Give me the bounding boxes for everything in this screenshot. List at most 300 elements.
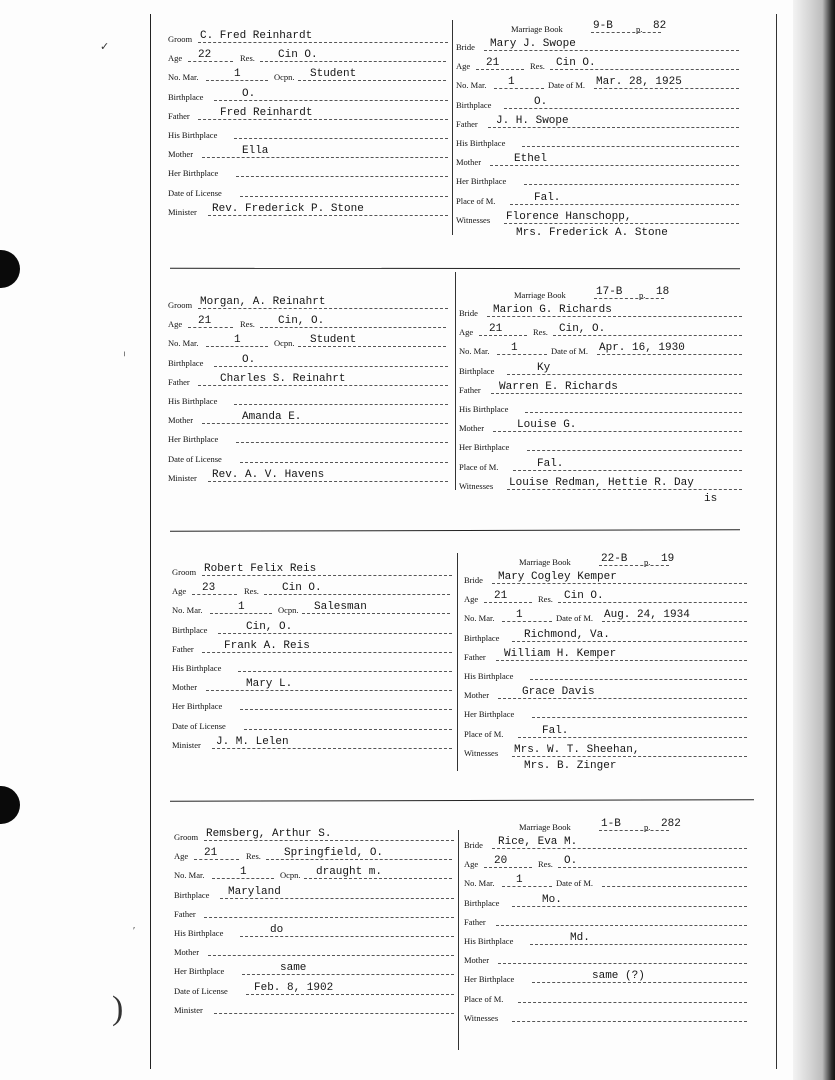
groom-no-mar-value: 1 <box>238 601 245 614</box>
groom-his-birthplace-label: His Birthplace <box>174 928 224 938</box>
groom-mother-value: Amanda E. <box>242 411 302 424</box>
groom-no-mar-label: No. Mar. <box>172 605 203 616</box>
bride-witnesses-label: Witnesses <box>459 480 494 491</box>
groom-father-row <box>168 105 448 123</box>
groom-his-birthplace-row <box>168 390 448 408</box>
bride-witnesses-label: Witnesses <box>464 747 499 758</box>
bride-no-mar-value: 1 <box>508 76 515 89</box>
bride-father-row <box>459 379 742 397</box>
groom-birthplace-row <box>168 352 448 370</box>
groom-name-line <box>198 42 448 43</box>
bride-her-birthplace-line <box>532 982 747 983</box>
bride-age-value: 21 <box>489 323 503 336</box>
bride-mother-line <box>490 165 739 166</box>
groom-res-value: Springfield, O. <box>284 847 384 860</box>
bride-mother-row <box>464 949 747 967</box>
groom-age-value: 21 <box>204 847 218 860</box>
record-separator <box>170 799 754 802</box>
bride-birthplace-label: Birthplace <box>456 99 492 110</box>
groom-minister-value: Rev. Frederick P. Stone <box>212 202 364 215</box>
groom-her-birthplace-row <box>168 162 448 180</box>
bride-res-line <box>553 335 742 336</box>
bride-name-row <box>464 834 747 852</box>
groom-minister-row <box>172 734 452 752</box>
groom-her-birthplace-row <box>174 960 454 978</box>
groom-age-value: 21 <box>198 315 212 328</box>
bride-mother-label: Mother <box>464 690 490 701</box>
page-value: 19 <box>661 553 675 565</box>
scan-mark: ′ <box>133 926 136 937</box>
page-label: p. <box>636 24 643 34</box>
bride-place-of-m-row <box>459 456 742 474</box>
bride-mother-label: Mother <box>459 423 485 434</box>
bride-birthplace-label: Birthplace <box>459 365 495 376</box>
groom-minister-value: Rev. A. V. Havens <box>212 468 325 481</box>
column-divider <box>452 20 453 235</box>
bride-witnesses-row <box>459 475 742 493</box>
page-label: p. <box>644 557 651 567</box>
bride-no-mar-row <box>456 74 739 92</box>
groom-name-line <box>204 840 454 841</box>
groom-his-birthplace-line <box>238 671 452 672</box>
bride-birthplace-value: Richmond, Va. <box>524 628 610 641</box>
groom-no-mar-value: 1 <box>234 334 241 347</box>
groom-no-mar-value: 1 <box>240 866 247 879</box>
groom-her-birthplace-value: same <box>280 962 307 975</box>
groom-name-line <box>198 308 448 309</box>
bride-her-birthplace-row <box>456 170 739 188</box>
groom-age-line <box>188 61 233 62</box>
bride-his-birthplace-label: His Birthplace <box>459 404 509 414</box>
groom-name-row <box>168 28 448 46</box>
bride-date-of-m-line <box>597 354 742 355</box>
bride-his-birthplace-line <box>522 146 739 147</box>
scan-mark: ✓ <box>100 41 110 53</box>
groom-minister-label: Minister <box>172 739 201 750</box>
bride-name-row <box>464 569 747 587</box>
groom-minister-row <box>168 467 448 485</box>
bride-his-birthplace-line <box>525 412 742 413</box>
groom-minister-line <box>214 1013 454 1014</box>
bride-his-birthplace-line <box>530 944 747 945</box>
bride-father-line <box>488 127 739 128</box>
bride-res-label: Res. <box>533 327 548 338</box>
groom-no-mar-label: No. Mar. <box>174 870 205 881</box>
bride-place-of-m-line <box>510 204 739 205</box>
groom-minister-label: Minister <box>168 472 197 483</box>
bride-mother-line <box>493 431 742 432</box>
marriage-book-label: Marriage Book <box>511 24 563 34</box>
groom-father-line <box>198 385 448 386</box>
bride-birthplace-row <box>459 360 742 378</box>
bride-no-mar-line <box>502 886 552 887</box>
groom-birthplace-line <box>214 100 448 101</box>
page-value: 18 <box>656 286 670 298</box>
bride-her-birthplace-row <box>459 436 742 454</box>
bride-place-of-m-row <box>456 190 739 208</box>
bride-age-res-row <box>464 588 747 606</box>
bride-no-mar-row <box>464 607 747 625</box>
groom-name-row <box>168 294 448 312</box>
scan-mark: ╵ <box>122 352 127 361</box>
bride-no-mar-label: No. Mar. <box>456 80 487 91</box>
groom-age-res-row <box>174 845 454 863</box>
groom-birthplace-label: Birthplace <box>168 91 204 102</box>
groom-her-birthplace-label: Her Birthplace <box>172 701 223 712</box>
bride-age-label: Age <box>459 327 474 338</box>
bride-his-birthplace-label: His Birthplace <box>456 138 506 148</box>
bride-age-res-row <box>464 853 747 871</box>
groom-father-line <box>198 119 448 120</box>
bride-place-of-m-row <box>464 988 747 1006</box>
bride-witnesses-row <box>464 1007 747 1025</box>
marriage-book-line <box>594 298 664 299</box>
groom-minister-line <box>208 481 448 482</box>
groom-ocpn-label: Ocpn. <box>274 338 295 349</box>
marriage-book-row <box>519 551 729 569</box>
bride-father-line <box>496 660 747 661</box>
bride-birthplace-row <box>456 94 739 112</box>
page-right-edge-shadow <box>793 0 835 1080</box>
groom-no-mar-row <box>172 599 452 617</box>
groom-mother-label: Mother <box>172 682 198 693</box>
bride-res-label: Res. <box>538 859 553 870</box>
groom-his-birthplace-row <box>172 657 452 675</box>
bride-age-res-row <box>459 321 742 339</box>
bride-her-birthplace-label: Her Birthplace <box>464 974 515 985</box>
bride-mother-value: Ethel <box>514 153 548 166</box>
record-separator <box>170 529 740 531</box>
bride-father-row <box>464 646 747 664</box>
groom-birthplace-line <box>214 366 448 367</box>
bride-witnesses-label: Witnesses <box>464 1012 499 1023</box>
groom-no-mar-line <box>206 346 268 347</box>
groom-res-label: Res. <box>246 851 261 862</box>
groom-res-line <box>264 594 450 595</box>
bride-father-label: Father <box>464 916 486 927</box>
groom-name-row <box>174 826 454 844</box>
bride-date-of-m-line <box>602 886 747 887</box>
groom-name-label: Groom <box>168 300 193 310</box>
bride-witnesses-continued: Mrs. Frederick A. Stone <box>516 227 668 239</box>
bride-her-birthplace-label: Her Birthplace <box>459 442 510 453</box>
bride-date-of-m-value: Apr. 16, 1930 <box>599 342 685 355</box>
marriage-book-value: 22-B <box>601 553 628 565</box>
bride-his-birthplace-label: His Birthplace <box>464 671 514 681</box>
bride-res-line <box>558 867 747 868</box>
page-left-border <box>150 14 151 1069</box>
groom-date-of-license-line <box>240 462 448 463</box>
groom-date-of-license-value: Feb. 8, 1902 <box>254 981 334 994</box>
bride-place-of-m-line <box>518 1002 747 1003</box>
groom-father-label: Father <box>172 643 194 654</box>
bride-her-birthplace-line <box>524 184 739 185</box>
groom-no-mar-row <box>168 332 448 350</box>
groom-date-of-license-label: Date of License <box>168 187 222 198</box>
groom-ocpn-line <box>298 80 446 81</box>
punch-hole <box>0 786 20 824</box>
bride-witnesses-continued: is <box>704 493 718 505</box>
bride-no-mar-label: No. Mar. <box>459 346 490 357</box>
groom-his-birthplace-row <box>174 922 454 940</box>
bride-age-line <box>476 69 524 70</box>
page-value: 282 <box>661 818 681 830</box>
bride-witnesses-label: Witnesses <box>456 214 491 225</box>
bride-his-birthplace-value: Md. <box>570 932 590 944</box>
groom-minister-row <box>174 999 454 1017</box>
bride-name-value: Marion G. Richards <box>493 304 612 316</box>
bride-age-value: 21 <box>486 57 500 70</box>
groom-birthplace-line <box>218 633 452 634</box>
groom-age-label: Age <box>172 586 187 597</box>
bride-place-of-m-value: Fal. <box>537 457 564 470</box>
bride-date-of-m-line <box>594 88 739 89</box>
bride-father-label: Father <box>464 651 486 662</box>
groom-mother-label: Mother <box>168 149 194 160</box>
groom-age-label: Age <box>174 851 189 862</box>
bride-res-value: Cin, O. <box>559 323 606 336</box>
page-right-border <box>776 14 777 1069</box>
groom-mother-label: Mother <box>168 415 194 426</box>
bride-her-birthplace-label: Her Birthplace <box>456 176 507 187</box>
bride-age-res-row <box>456 55 739 73</box>
bride-witnesses-value: Florence Hanschopp, <box>506 210 632 223</box>
bride-age-line <box>484 602 532 603</box>
marriage-book-row <box>511 18 721 36</box>
page-value: 82 <box>653 20 667 32</box>
groom-ocpn-label: Ocpn. <box>278 605 299 616</box>
bride-date-of-m-value: Mar. 28, 1925 <box>596 76 682 89</box>
marriage-book-line <box>599 565 669 566</box>
bride-no-mar-label: No. Mar. <box>464 613 495 624</box>
groom-her-birthplace-row <box>168 428 448 446</box>
bride-mother-value: Louise G. <box>517 419 577 432</box>
groom-name-label: Groom <box>168 34 193 44</box>
groom-date-of-license-row <box>172 715 452 733</box>
groom-mother-line <box>208 955 454 956</box>
marriage-book-line <box>591 32 661 33</box>
bride-witnesses-continued: Mrs. B. Zinger <box>524 760 617 772</box>
groom-res-value: Cin O. <box>278 49 318 62</box>
marriage-book-value: 9-B <box>593 20 613 32</box>
bride-age-label: Age <box>456 61 471 72</box>
bride-witnesses-row <box>464 742 747 760</box>
bride-birthplace-line <box>512 906 747 907</box>
groom-mother-line <box>202 157 448 158</box>
bride-age-label: Age <box>464 859 479 870</box>
bride-name-line <box>484 50 739 51</box>
groom-her-birthplace-line <box>236 442 448 443</box>
groom-res-line <box>266 859 452 860</box>
bride-res-value: Cin O. <box>564 590 604 603</box>
marriage-book-row <box>514 284 724 302</box>
bride-place-of-m-label: Place of M. <box>456 195 496 206</box>
bride-his-birthplace-row <box>464 665 747 683</box>
column-divider <box>457 553 458 771</box>
bride-no-mar-value: 1 <box>516 609 523 622</box>
groom-birthplace-row <box>174 884 454 902</box>
groom-ocpn-value: Student <box>310 334 357 347</box>
groom-father-row <box>172 638 452 656</box>
bride-place-of-m-label: Place of M. <box>464 993 504 1004</box>
bride-date-of-m-line <box>602 621 747 622</box>
groom-res-label: Res. <box>240 53 255 64</box>
groom-his-birthplace-label: His Birthplace <box>168 396 218 406</box>
groom-her-birthplace-line <box>236 176 448 177</box>
groom-ocpn-line <box>304 878 452 879</box>
bride-name-label: Bride <box>459 308 478 318</box>
groom-mother-row <box>172 676 452 694</box>
groom-minister-label: Minister <box>174 1004 203 1015</box>
groom-minister-line <box>208 215 448 216</box>
bride-his-birthplace-row <box>459 398 742 416</box>
groom-birthplace-value: O. <box>242 87 256 100</box>
groom-no-mar-line <box>212 878 274 879</box>
groom-date-of-license-row <box>168 448 448 466</box>
groom-her-birthplace-label: Her Birthplace <box>168 434 219 445</box>
groom-minister-label: Minister <box>168 206 197 217</box>
bride-name-line <box>487 316 742 317</box>
bride-his-birthplace-row <box>456 132 739 150</box>
bride-father-value: William H. Kemper <box>504 647 617 660</box>
bride-birthplace-line <box>512 641 747 642</box>
groom-father-value: Charles S. Reinahrt <box>220 372 346 385</box>
groom-his-birthplace-line <box>240 936 454 937</box>
groom-age-line <box>192 594 237 595</box>
bride-her-birthplace-row <box>464 968 747 986</box>
bride-father-row <box>456 113 739 131</box>
groom-birthplace-line <box>220 898 454 899</box>
groom-mother-label: Mother <box>174 947 200 958</box>
bride-her-birthplace-row <box>464 703 747 721</box>
groom-mother-line <box>206 690 452 691</box>
bride-no-mar-line <box>494 88 544 89</box>
groom-age-value: 23 <box>202 582 216 595</box>
groom-birthplace-label: Birthplace <box>168 357 204 368</box>
bride-her-birthplace-value: same (?) <box>592 970 645 983</box>
marriage-book-label: Marriage Book <box>519 822 571 832</box>
bride-res-value: O. <box>564 855 578 868</box>
groom-ocpn-label: Ocpn. <box>280 870 301 881</box>
bride-place-of-m-label: Place of M. <box>464 728 504 739</box>
groom-minister-row <box>168 201 448 219</box>
groom-no-mar-line <box>206 80 268 81</box>
bride-date-of-m-value: Aug. 24, 1934 <box>604 609 690 622</box>
groom-father-label: Father <box>174 908 196 919</box>
groom-minister-value: J. M. Lelen <box>216 735 289 748</box>
bride-res-label: Res. <box>530 61 545 72</box>
bride-his-birthplace-label: His Birthplace <box>464 936 514 946</box>
bride-no-mar-line <box>497 354 547 355</box>
page-label: p. <box>639 290 646 300</box>
groom-date-of-license-line <box>244 729 452 730</box>
column-divider <box>458 830 459 1050</box>
groom-no-mar-line <box>210 613 272 614</box>
marriage-book-value: 1-B <box>601 818 621 830</box>
groom-res-value: Cin, O. <box>278 315 325 328</box>
bride-his-birthplace-row <box>464 930 747 948</box>
bride-her-birthplace-label: Her Birthplace <box>464 709 515 720</box>
bride-name-line <box>492 848 747 849</box>
groom-father-row <box>168 371 448 389</box>
groom-no-mar-value: 1 <box>234 68 241 81</box>
groom-ocpn-value: Student <box>310 68 357 81</box>
bride-witnesses-line <box>504 223 739 224</box>
bride-father-label: Father <box>459 384 481 395</box>
groom-name-value: Remsberg, Arthur S. <box>206 828 332 840</box>
bride-father-value: J. H. Swope <box>496 114 569 127</box>
bride-his-birthplace-line <box>530 679 747 680</box>
groom-age-res-row <box>168 47 448 65</box>
groom-father-value: Fred Reinhardt <box>220 106 313 119</box>
groom-his-birthplace-label: His Birthplace <box>168 130 218 140</box>
groom-mother-value: Ella <box>242 145 269 158</box>
bride-res-line <box>558 602 747 603</box>
groom-birthplace-value: Cin, O. <box>246 620 293 633</box>
bride-name-line <box>492 583 747 584</box>
groom-his-birthplace-label: His Birthplace <box>172 663 222 673</box>
record-separator <box>170 268 740 269</box>
bride-mother-row <box>459 417 742 435</box>
bride-name-row <box>456 36 739 54</box>
bride-name-label: Bride <box>464 575 483 585</box>
groom-father-label: Father <box>168 376 190 387</box>
bride-birthplace-value: O. <box>534 95 548 108</box>
groom-name-value: Morgan, A. Reinahrt <box>200 296 326 308</box>
groom-birthplace-label: Birthplace <box>174 889 210 900</box>
bride-res-label: Res. <box>538 594 553 605</box>
groom-her-birthplace-row <box>172 695 452 713</box>
bride-birthplace-value: Ky <box>537 361 551 374</box>
bride-witnesses-line <box>507 489 742 490</box>
marriage-book-label: Marriage Book <box>519 557 571 567</box>
bride-her-birthplace-line <box>527 450 742 451</box>
groom-date-of-license-line <box>240 196 448 197</box>
groom-mother-row <box>168 143 448 161</box>
groom-res-value: Cin O. <box>282 582 322 595</box>
groom-no-mar-label: No. Mar. <box>168 72 199 83</box>
bride-place-of-m-line <box>513 470 742 471</box>
groom-father-line <box>204 917 454 918</box>
groom-name-label: Groom <box>172 567 197 577</box>
bride-witnesses-value: Mrs. W. T. Sheehan, <box>514 743 640 756</box>
groom-her-birthplace-label: Her Birthplace <box>168 168 219 179</box>
bride-age-label: Age <box>464 594 479 605</box>
groom-age-label: Age <box>168 319 183 330</box>
groom-mother-line <box>202 423 448 424</box>
bride-place-of-m-label: Place of M. <box>459 461 499 472</box>
column-divider <box>455 272 456 490</box>
bride-age-value: 20 <box>494 855 508 868</box>
bride-res-line <box>550 69 739 70</box>
groom-res-line <box>260 327 446 328</box>
groom-name-row <box>172 561 452 579</box>
bride-name-value: Mary Cogley Kemper <box>498 571 617 583</box>
groom-his-birthplace-line <box>234 138 448 139</box>
marriage-book-value: 17-B <box>596 286 623 298</box>
groom-her-birthplace-line <box>242 974 454 975</box>
bride-witnesses-value: Louise Redman, Hettie R. Day <box>509 476 694 489</box>
groom-date-of-license-row <box>174 980 454 998</box>
bride-father-row <box>464 911 747 929</box>
bride-place-of-m-line <box>518 737 747 738</box>
groom-age-line <box>194 859 239 860</box>
groom-birthplace-label: Birthplace <box>172 624 208 635</box>
bride-birthplace-label: Birthplace <box>464 897 500 908</box>
bride-father-label: Father <box>456 118 478 129</box>
groom-mother-row <box>168 409 448 427</box>
bride-place-of-m-value: Fal. <box>534 191 561 204</box>
